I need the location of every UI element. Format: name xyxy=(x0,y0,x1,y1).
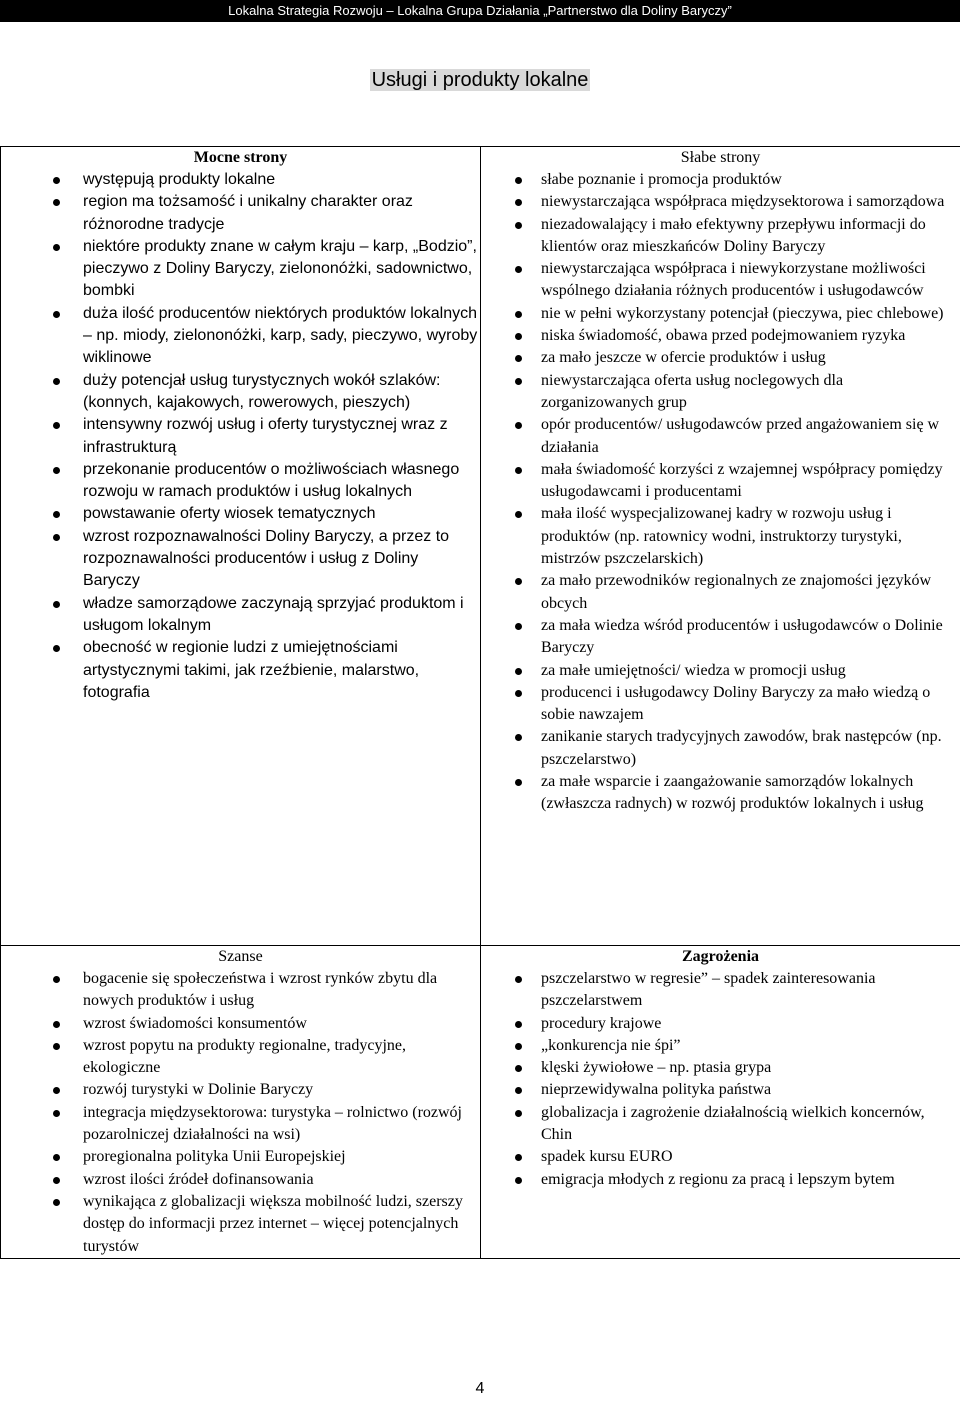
threats-cell xyxy=(481,946,960,1259)
strengths-item: region ma tożsamość i unikalny charakter oraz różnorodne tradycje xyxy=(1,191,480,236)
weaknesses-item: nie w pełni wykorzystany potencjał (pieczywa, piec chlebowe) xyxy=(481,303,960,325)
threats-item: „konkurencja nie śpi” xyxy=(481,1035,960,1057)
opportunities-item: wzrost ilości źródeł dofinansowania xyxy=(1,1169,480,1191)
weaknesses-item: niewystarczająca oferta usług noclegowych dla zorganizowanych grup xyxy=(481,370,960,415)
threats-item: pszczelarstwo w regresie” – spadek zainteresowania pszczelarstwem xyxy=(481,968,960,1013)
strengths-item: duży potencjał usług turystycznych wokół szlaków: (konnych, kajakowych, rowerowych, pieszych) xyxy=(1,370,480,415)
weaknesses-list xyxy=(481,169,960,816)
weaknesses-item: za mało przewodników regionalnych ze znajomości języków obcych xyxy=(481,570,960,615)
weaknesses-heading: Słabe strony xyxy=(680,149,761,166)
weaknesses-item: za mało jeszcze w ofercie produktów i usług xyxy=(481,347,960,369)
strengths-item: obecność w regionie ludzi z umiejętnościami artystycznymi takimi, jak rzeźbienie, malarstwo, fotografia xyxy=(1,637,480,704)
page-title xyxy=(0,66,960,94)
page-number: 4 xyxy=(475,1380,485,1397)
weaknesses-item: zanikanie starych tradycyjnych zawodów, brak następców (np. pszczelarstwo) xyxy=(481,726,960,771)
strengths-item: władze samorządowe zaczynają sprzyjać produktom i usługom lokalnym xyxy=(1,593,480,638)
running-header xyxy=(0,0,960,22)
opportunities-item: wynikająca z globalizacji większa mobilność ludzi, szerszy dostęp do informacji przez internet – więcej potencjalnych turystów xyxy=(1,1191,480,1258)
swot-table xyxy=(0,146,960,1259)
weaknesses-item: mała świadomość korzyści z wzajemnej współpracy pomiędzy usługodawcami i producentami xyxy=(481,459,960,504)
strengths-item: niektóre produkty znane w całym kraju – karp, „Bodzio”, pieczywo z Doliny Baryczy, zielononóżki, sadownictwo, bombki xyxy=(1,236,480,303)
weaknesses-item: niewystarczająca współpraca i niewykorzystane możliwości wspólnego działania różnych producentów i usługodawców xyxy=(481,258,960,303)
weaknesses-item: za małe wsparcie i zaangażowanie samorządów lokalnych (zwłaszcza radnych) w rozwój produktów lokalnych i usług xyxy=(481,771,960,816)
opportunities-item: bogacenie się społeczeństwa i wzrost rynków zbytu dla nowych produktów i usług xyxy=(1,968,480,1013)
threats-item: emigracja młodych z regionu za pracą i lepszym bytem xyxy=(481,1169,960,1191)
weaknesses-item: niewystarczająca współpraca międzysektorowa i samorządowa xyxy=(481,191,960,213)
opportunities-cell xyxy=(1,946,481,1259)
strengths-item: przekonanie producentów o możliwościach własnego rozwoju w ramach produktów i usług lokalnych xyxy=(1,459,480,504)
opportunities-item: integracja międzysektorowa: turystyka – rolnictwo (rozwój pozarolniczej działalności na wsi) xyxy=(1,1102,480,1147)
opportunities-item: wzrost świadomości konsumentów xyxy=(1,1013,480,1035)
threats-item: nieprzewidywalna polityka państwa xyxy=(481,1079,960,1101)
strengths-item: intensywny rozwój usług i oferty turystycznej wraz z infrastrukturą xyxy=(1,414,480,459)
opportunities-heading: Szanse xyxy=(218,948,263,965)
opportunities-item: wzrost popytu na produkty regionalne, tradycyjne, ekologiczne xyxy=(1,1035,480,1080)
page-title-text: Usługi i produkty lokalne xyxy=(371,69,589,91)
strengths-heading: Mocne strony xyxy=(193,149,288,166)
opportunities-item: proregionalna polityka Unii Europejskiej xyxy=(1,1146,480,1168)
strengths-item: wzrost rozpoznawalności Doliny Baryczy, a przez to rozpoznawalności producentów i usług z Doliny Baryczy xyxy=(1,526,480,593)
threats-list xyxy=(481,968,960,1191)
threats-heading: Zagrożenia xyxy=(681,948,760,965)
threats-item: spadek kursu EURO xyxy=(481,1146,960,1168)
threats-item: globalizacja i zagrożenie działalnością wielkich koncernów, Chin xyxy=(481,1102,960,1147)
strengths-cell xyxy=(1,147,481,946)
opportunities-list xyxy=(1,968,480,1258)
weaknesses-item: niezadowalający i mało efektywny przepływu informacji do klientów oraz mieszkańców Doliny Baryczy xyxy=(481,214,960,259)
strengths-list xyxy=(1,169,480,704)
strengths-item: duża ilość producentów niektórych produktów lokalnych – np. miody, zielononóżki, karp, sady, pieczywo, wyroby wiklinowe xyxy=(1,303,480,370)
swot-row-top xyxy=(1,147,960,946)
weaknesses-item: za mała wiedza wśród producentów i usługodawców o Dolinie Baryczy xyxy=(481,615,960,660)
threats-item: procedury krajowe xyxy=(481,1013,960,1035)
weaknesses-item: producenci i usługodawcy Doliny Baryczy za mało wiedzą o sobie nawzajem xyxy=(481,682,960,727)
strengths-item: powstawanie oferty wiosek tematycznych xyxy=(1,503,480,525)
weaknesses-item: mała ilość wyspecjalizowanej kadry w rozwoju usług i produktów (np. ratownicy wodni, instruktorzy turystyki, mistrzów pszczelarskich) xyxy=(481,503,960,570)
opportunities-item: rozwój turystyki w Dolinie Baryczy xyxy=(1,1079,480,1101)
threats-item: klęski żywiołowe – np. ptasia grypa xyxy=(481,1057,960,1079)
running-header-text: Lokalna Strategia Rozwoju – Lokalna Grupa Działania „Partnerstwo dla Doliny Baryczy” xyxy=(228,3,732,18)
strengths-item: występują produkty lokalne xyxy=(1,169,480,191)
weaknesses-item: za małe umiejętności/ wiedza w promocji usług xyxy=(481,660,960,682)
weaknesses-cell xyxy=(481,147,960,946)
weaknesses-item: słabe poznanie i promocja produktów xyxy=(481,169,960,191)
swot-row-bottom xyxy=(1,946,960,1259)
weaknesses-item: opór producentów/ usługodawców przed angażowaniem się w działania xyxy=(481,414,960,459)
weaknesses-item: niska świadomość, obawa przed podejmowaniem ryzyka xyxy=(481,325,960,347)
